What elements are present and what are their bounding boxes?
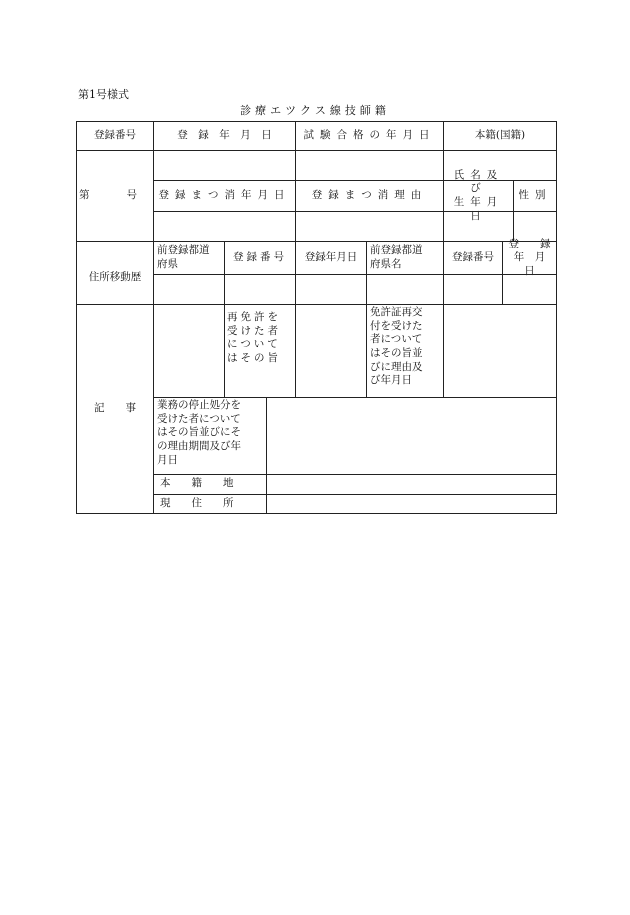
- label-prev-pref-name: 前登録都道 府県名: [366, 241, 444, 275]
- label-prev-pref: 前登録都道 府県: [153, 241, 225, 275]
- label-honseki-chi: 本 籍 地: [153, 474, 267, 495]
- label-honseki: 本籍(国籍): [443, 121, 557, 151]
- label-name-birth: 氏名及び 生年月日: [443, 180, 514, 212]
- label-relicensed: 再免許を 受けた者 について はその旨: [224, 304, 296, 398]
- label-suspension: 業務の停止処分を 受けた者について はその旨並びにそ の理由期間及び年 月日: [153, 397, 267, 475]
- label-deletion-date: 登録まつ消年月日: [153, 180, 296, 212]
- value-exam-pass-date: [295, 150, 444, 181]
- value-suspension: [266, 397, 557, 475]
- label-notes: 記 事: [76, 304, 154, 514]
- value-deletion-date: [153, 211, 296, 242]
- value-deletion-reason: [295, 211, 444, 242]
- value-name-birth: [443, 211, 514, 242]
- value-honseki-chi: [266, 474, 557, 495]
- label-go: 号: [126, 189, 151, 202]
- value-registration-date: [153, 150, 296, 181]
- value-reg-number-3: [443, 274, 503, 305]
- registration-number-cell: [76, 150, 154, 242]
- label-address-history: 住所移動歴: [76, 241, 154, 305]
- label-registration-date: 登 録 年 月 日: [153, 121, 296, 151]
- notes-spacer: [153, 304, 225, 398]
- value-prev-pref: [153, 274, 225, 305]
- label-reg-date-3: 登 録 年 月 日: [502, 241, 557, 275]
- value-reg-number-2: [224, 274, 296, 305]
- value-reg-date-3: [502, 274, 557, 305]
- value-prev-pref-name: [366, 274, 444, 305]
- value-cert-reissued: [443, 304, 557, 398]
- registry-form: [76, 121, 557, 514]
- label-exam-pass-date: 試験合格の年月日: [295, 121, 444, 151]
- form-number: 第1号様式: [78, 88, 129, 101]
- value-reg-date-2: [295, 274, 367, 305]
- value-genjusho: [266, 494, 557, 514]
- label-reg-date-2: 登録年月日: [295, 241, 367, 275]
- label-registration-number: 登録番号: [76, 121, 154, 151]
- label-cert-reissued: 免許証再交 付を受けた 者について はその旨並 びに理由及 び年月日: [366, 304, 444, 398]
- label-reg-number-2: 登録番号: [224, 241, 296, 275]
- label-deletion-reason: 登録まつ消理由: [295, 180, 444, 212]
- value-relicensed: [295, 304, 367, 398]
- label-dai: 第: [79, 189, 104, 202]
- label-sex: 性別: [513, 180, 557, 212]
- label-genjusho: 現 住 所: [153, 494, 267, 514]
- label-reg-number-3: 登録番号: [443, 241, 503, 275]
- page-title: 診療エツクス線技師籍: [240, 104, 390, 117]
